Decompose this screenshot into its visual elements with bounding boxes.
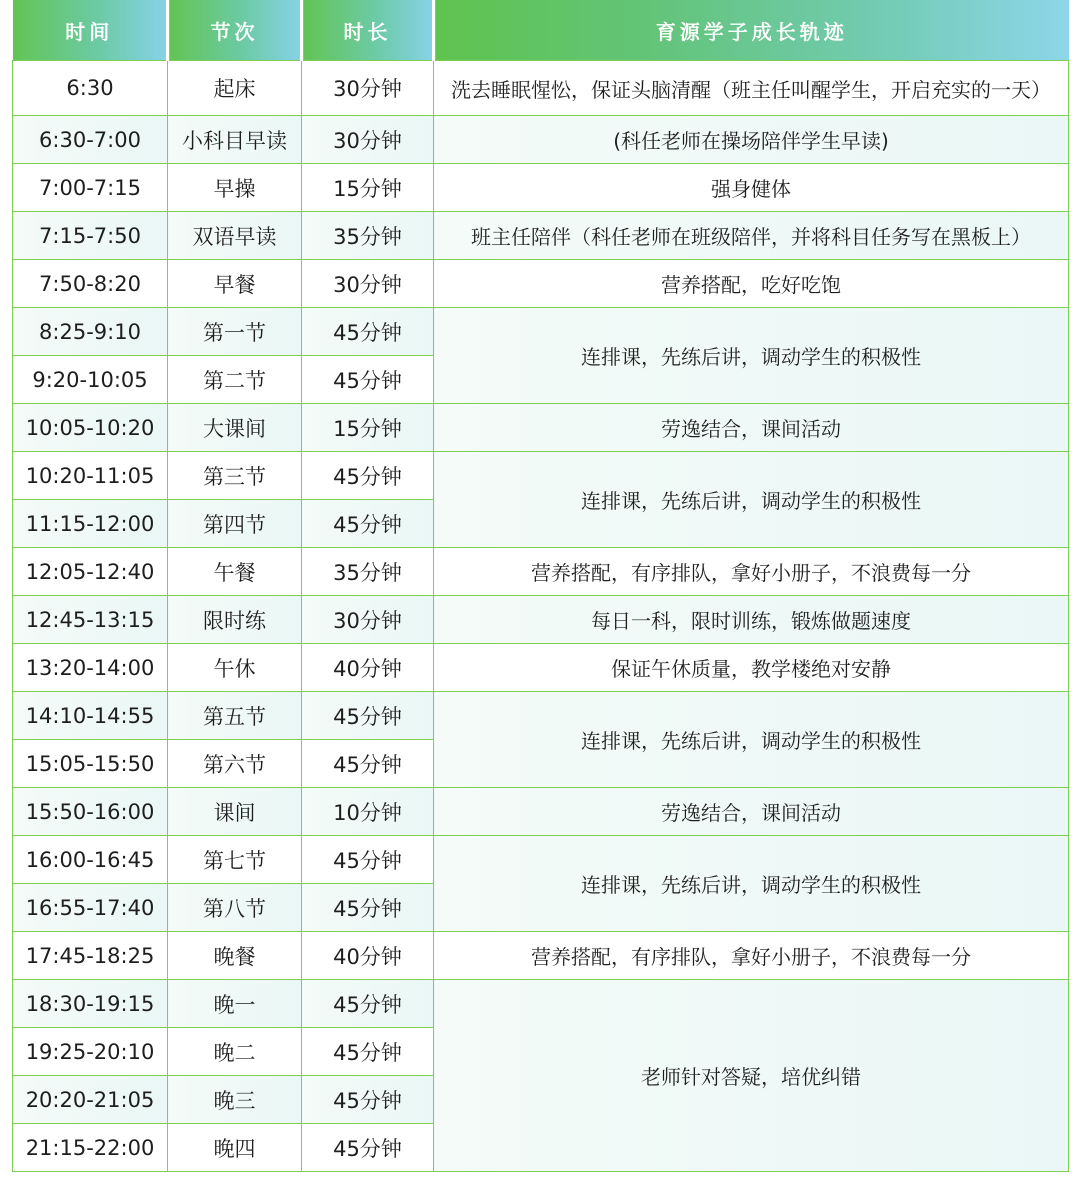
time-cell: 15:50-16:00 (13, 788, 168, 836)
duration-cell: 30分钟 (302, 116, 434, 164)
description-cell: 强身健体 (434, 164, 1069, 212)
schedule-table-container (12, 0, 1068, 1172)
duration-cell: 40分钟 (302, 932, 434, 980)
duration-cell: 30分钟 (302, 260, 434, 308)
duration-cell: 10分钟 (302, 788, 434, 836)
duration-cell: 45分钟 (302, 1124, 434, 1172)
table-row (13, 212, 1069, 260)
table-row (13, 596, 1069, 644)
duration-cell: 45分钟 (302, 980, 434, 1028)
period-cell: 第八节 (168, 884, 302, 932)
description-cell: 连排课，先练后讲，调动学生的积极性 (434, 692, 1069, 788)
description-cell: 班主任陪伴（科任老师在班级陪伴，并将科目任务写在黑板上） (434, 212, 1069, 260)
duration-cell: 45分钟 (302, 356, 434, 404)
duration-cell: 35分钟 (302, 212, 434, 260)
table-header-row (13, 0, 1069, 61)
description-cell: 洗去睡眠惺忪，保证头脑清醒（班主任叫醒学生，开启充实的一天） (434, 61, 1069, 116)
time-cell: 12:45-13:15 (13, 596, 168, 644)
period-cell: 限时练 (168, 596, 302, 644)
period-cell: 第一节 (168, 308, 302, 356)
period-cell: 小科目早读 (168, 116, 302, 164)
table-row (13, 644, 1069, 692)
duration-cell: 15分钟 (302, 404, 434, 452)
description-cell: 营养搭配，吃好吃饱 (434, 260, 1069, 308)
time-cell: 15:05-15:50 (13, 740, 168, 788)
description-cell: 连排课，先练后讲，调动学生的积极性 (434, 308, 1069, 404)
header-growth-track: 育源学子成长轨迹 (434, 0, 1069, 61)
table-row (13, 932, 1069, 980)
period-cell: 早操 (168, 164, 302, 212)
duration-cell: 45分钟 (302, 500, 434, 548)
time-cell: 20:20-21:05 (13, 1076, 168, 1124)
time-cell: 6:30 (13, 61, 168, 116)
header-time: 时间 (13, 0, 168, 61)
time-cell: 9:20-10:05 (13, 356, 168, 404)
table-row (13, 692, 1069, 740)
table-row (13, 548, 1069, 596)
duration-cell: 45分钟 (302, 836, 434, 884)
period-cell: 课间 (168, 788, 302, 836)
time-cell: 17:45-18:25 (13, 932, 168, 980)
time-cell: 11:15-12:00 (13, 500, 168, 548)
description-cell: 劳逸结合，课间活动 (434, 788, 1069, 836)
period-cell: 晚二 (168, 1028, 302, 1076)
duration-cell: 45分钟 (302, 884, 434, 932)
duration-cell: 30分钟 (302, 596, 434, 644)
period-cell: 双语早读 (168, 212, 302, 260)
time-cell: 7:15-7:50 (13, 212, 168, 260)
time-cell: 16:00-16:45 (13, 836, 168, 884)
duration-cell: 45分钟 (302, 692, 434, 740)
period-cell: 第七节 (168, 836, 302, 884)
time-cell: 21:15-22:00 (13, 1124, 168, 1172)
period-cell: 第三节 (168, 452, 302, 500)
description-cell: 连排课，先练后讲，调动学生的积极性 (434, 452, 1069, 548)
time-cell: 8:25-9:10 (13, 308, 168, 356)
time-cell: 7:50-8:20 (13, 260, 168, 308)
time-cell: 13:20-14:00 (13, 644, 168, 692)
description-cell: 营养搭配，有序排队，拿好小册子，不浪费每一分 (434, 548, 1069, 596)
table-row (13, 164, 1069, 212)
duration-cell: 45分钟 (302, 308, 434, 356)
table-row (13, 452, 1069, 500)
table-row (13, 308, 1069, 356)
table-row (13, 116, 1069, 164)
duration-cell: 35分钟 (302, 548, 434, 596)
table-row (13, 788, 1069, 836)
duration-cell: 40分钟 (302, 644, 434, 692)
time-cell: 7:00-7:15 (13, 164, 168, 212)
period-cell: 晚餐 (168, 932, 302, 980)
table-row (13, 260, 1069, 308)
time-cell: 10:20-11:05 (13, 452, 168, 500)
table-row (13, 61, 1069, 116)
period-cell: 第六节 (168, 740, 302, 788)
duration-cell: 45分钟 (302, 740, 434, 788)
description-cell: 营养搭配，有序排队，拿好小册子，不浪费每一分 (434, 932, 1069, 980)
table-row (13, 404, 1069, 452)
period-cell: 晚四 (168, 1124, 302, 1172)
time-cell: 6:30-7:00 (13, 116, 168, 164)
period-cell: 第四节 (168, 500, 302, 548)
period-cell: 大课间 (168, 404, 302, 452)
period-cell: 起床 (168, 61, 302, 116)
time-cell: 12:05-12:40 (13, 548, 168, 596)
table-row (13, 836, 1069, 884)
table-row (13, 980, 1069, 1028)
time-cell: 14:10-14:55 (13, 692, 168, 740)
table-body (13, 61, 1069, 1172)
period-cell: 第五节 (168, 692, 302, 740)
header-duration: 时长 (302, 0, 434, 61)
header-period: 节次 (168, 0, 302, 61)
description-cell: (科任老师在操场陪伴学生早读) (434, 116, 1069, 164)
description-cell: 老师针对答疑，培优纠错 (434, 980, 1069, 1172)
duration-cell: 15分钟 (302, 164, 434, 212)
duration-cell: 45分钟 (302, 1028, 434, 1076)
duration-cell: 45分钟 (302, 452, 434, 500)
duration-cell: 45分钟 (302, 1076, 434, 1124)
description-cell: 每日一科，限时训练，锻炼做题速度 (434, 596, 1069, 644)
period-cell: 早餐 (168, 260, 302, 308)
period-cell: 晚三 (168, 1076, 302, 1124)
description-cell: 保证午休质量，教学楼绝对安静 (434, 644, 1069, 692)
daily-schedule-table (12, 0, 1069, 1172)
time-cell: 10:05-10:20 (13, 404, 168, 452)
period-cell: 第二节 (168, 356, 302, 404)
duration-cell: 30分钟 (302, 61, 434, 116)
time-cell: 19:25-20:10 (13, 1028, 168, 1076)
period-cell: 午餐 (168, 548, 302, 596)
period-cell: 晚一 (168, 980, 302, 1028)
period-cell: 午休 (168, 644, 302, 692)
description-cell: 劳逸结合，课间活动 (434, 404, 1069, 452)
time-cell: 16:55-17:40 (13, 884, 168, 932)
description-cell: 连排课，先练后讲，调动学生的积极性 (434, 836, 1069, 932)
time-cell: 18:30-19:15 (13, 980, 168, 1028)
